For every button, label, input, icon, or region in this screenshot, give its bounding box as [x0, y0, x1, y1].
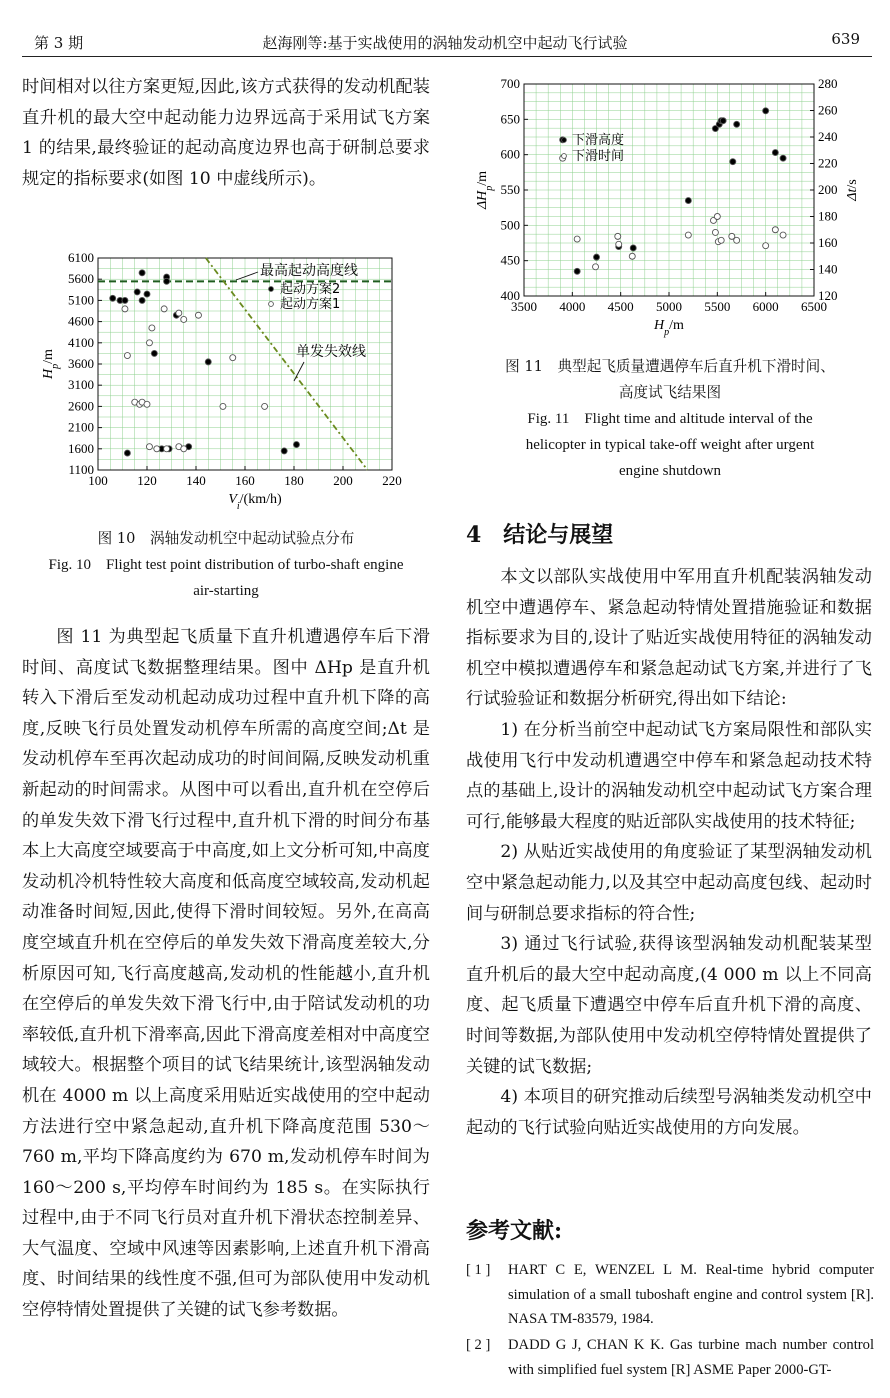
data-point	[772, 227, 778, 233]
data-point	[164, 446, 170, 452]
data-point	[718, 237, 724, 243]
y-tick-label: 4100	[68, 334, 94, 350]
data-point	[780, 232, 786, 238]
annotation-arrow	[294, 362, 304, 381]
data-point	[122, 306, 128, 312]
conclusion-item-1: 1) 在分析当前空中起动试飞方案局限性和部队实战使用飞行中发动机遭遇空中停车和紧急起动技术特点的基础上,设计的涡轴发动机空中起动试飞方案合理可行,能够最大程度的贴近部队实战使用的技术特征;	[466, 719, 872, 832]
x-tick-label: 4000	[559, 299, 586, 314]
data-point	[110, 295, 116, 301]
reference-number: [ 2 ]	[466, 1337, 491, 1353]
left-column-main	[22, 622, 430, 1326]
paragraph-continued: 时间相对以往方案更短,因此,该方式获得的发动机配装直升机的最大空中起动能力边界远高于采用试飞方案 1 的结果,最终验证的起动高度边界也高于研制总要求规定的指标要求(如图 10 中虚线所示)。	[22, 77, 430, 189]
references-heading: 参考文献:	[466, 1218, 563, 1244]
x-tick-label: 5500	[704, 299, 731, 314]
conclusion-item-2: 2) 从贴近实战使用的角度验证了某型涡轴发动机空中紧急起动能力,以及其空中起动高度包线、起动时间与研制总要求指标的符合性;	[466, 842, 872, 924]
legend-marker	[269, 287, 274, 292]
y2-tick-label: 160	[818, 235, 838, 250]
y2-tick-label: 140	[818, 261, 838, 277]
data-point	[195, 312, 201, 318]
data-point	[144, 401, 150, 407]
y-tick-label: 5100	[68, 292, 94, 308]
reference-item	[466, 1333, 874, 1382]
y-tick-label: 700	[500, 76, 520, 91]
running-header	[0, 0, 890, 56]
y-tick-label: 650	[500, 111, 520, 127]
y2-tick-label: 280	[818, 76, 838, 91]
data-point	[574, 268, 580, 274]
y2-tick-label: 180	[818, 208, 838, 224]
y-tick-label: 3100	[68, 377, 94, 393]
header-rule	[22, 56, 872, 57]
figure-10-caption-en: Fig. 10 Flight test point distribution of turbo-shaft engine air-starting	[48, 557, 404, 599]
data-point	[220, 403, 226, 409]
data-point	[293, 442, 299, 448]
right-column-conclusions	[466, 562, 872, 1143]
x-tick-label: 4500	[607, 299, 634, 314]
figure-11-caption	[466, 354, 874, 484]
data-point	[734, 237, 740, 243]
data-point	[176, 310, 182, 316]
conclusion-item-3: 3) 通过飞行试验,获得该型涡轴发动机配装某型直升机后的最大空中起动高度,(4 000 m 以上不同高度、起飞质量下遭遇空中停车后直升机下滑的高度、时间等数据,为部队使用中发动机空停特情处置提供了关键的试飞数据;	[466, 934, 872, 1077]
data-point	[139, 297, 145, 303]
y-tick-label: 3600	[68, 356, 94, 371]
running-title: 赵海刚等:基于实战使用的涡轴发动机空中起动飞行试验	[262, 34, 628, 52]
data-point	[146, 340, 152, 346]
data-point	[780, 155, 786, 161]
y-tick-label: 600	[500, 146, 520, 162]
data-point	[630, 245, 636, 251]
x-tick-label: 120	[137, 473, 157, 488]
x-tick-label: 100	[88, 473, 108, 488]
data-point	[712, 229, 718, 235]
x-tick-label: 160	[235, 473, 255, 488]
y-tick-label: 550	[500, 182, 520, 197]
annotation-arrow	[236, 272, 258, 280]
annotation-label: 单发失效线	[296, 344, 366, 360]
y-axis-label: $\Delta H_p/m$	[475, 170, 495, 210]
data-point	[124, 450, 130, 456]
data-point	[281, 448, 287, 454]
legend-label: 下滑时间	[572, 149, 625, 164]
data-point	[616, 241, 622, 247]
x-tick-label: 6000	[752, 299, 779, 314]
data-point	[146, 444, 152, 450]
x-tick-label: 5000	[656, 299, 682, 314]
data-point	[151, 350, 157, 356]
paragraph-figure-11-discussion: 图 11 为典型起飞质量下直升机遭遇停车后下滑时间、高度试飞数据整理结果。图中 ΔHp 是直升机转入下滑后至发动机起动成功过程中直升机下降的高度,反映飞行员处置发动机停车所需的高度空间;Δt 是发动机停车至再次起动成功的时间间隔,反映发动机重新起动的时间需求。从图中可以看出,直升机在空停后的单发失效下滑飞行过程中,直升机下滑的时间分布基本上大高度空域要高于中高度,如上文分析可知,中高度发动机冷机特性较大高度和低高度空域较高,发动机起动准备时间短,因此,使得下滑时间较短。另外,在高高度空域直升机在空停后的单发失效下滑高度差较大,分析原因可知,飞行高度越高,发动机的性能越小,直升机在空停后的单发失效下滑飞行中,由于陪试发动机的功率较低,直升机下滑率高,因此下滑高度差相对中高度空域较大。根据整个项目的试飞结果统计,该型涡轴发动机在 4000 m 以上高度采用贴近实战使用的空中起动方法进行空中紧急起动,直升机下降高度范围 530～760 m,平均下降高度约为 670 m,发动机停车时间为 160～200 s,平均停车时间约为 185 s。在实际执行过程中,由于不同飞行员对直升机下滑状态控制差异、大气温度、空域中风速等因素影响,上述直升机下滑高度、时间结果的线性度不强,但可为部队使用中发动机空停特情处置提供了关键的试飞参考数据。	[22, 627, 430, 1321]
data-point	[154, 446, 160, 452]
data-point	[164, 278, 170, 284]
x-axis-label: $V_i/(km/h)$	[228, 492, 282, 512]
section-heading-conclusion: 4 结论与展望	[466, 522, 614, 548]
grid	[98, 258, 392, 470]
figure-10-caption	[22, 526, 430, 604]
figure-10-chart	[40, 248, 410, 514]
data-point	[730, 159, 736, 165]
y2-tick-label: 240	[818, 129, 838, 144]
y-tick-label: 4600	[68, 313, 94, 329]
reference-number: [ 1 ]	[466, 1262, 491, 1278]
figure-10-caption-cn: 图 10 涡轴发动机空中起动试验点分布	[97, 530, 355, 547]
data-point	[629, 253, 635, 259]
data-point	[124, 353, 130, 359]
y-tick-label: 450	[500, 252, 520, 268]
y-tick-label: 1100	[68, 462, 94, 477]
data-point	[230, 355, 236, 361]
y-axis-label: $H_p/m$	[41, 349, 61, 379]
data-point	[149, 325, 155, 331]
legend-marker	[269, 302, 274, 307]
y-tick-label: 500	[500, 217, 520, 233]
grid	[524, 84, 814, 296]
y-tick-label: 2100	[68, 419, 94, 435]
legend-label: 起动方案1	[280, 297, 341, 312]
annotation-label: 最高起动高度线	[260, 263, 358, 279]
data-point	[134, 289, 140, 295]
legend-label: 起动方案2	[280, 282, 341, 297]
data-point	[205, 359, 211, 365]
y2-tick-label: 260	[818, 102, 838, 118]
y-tick-label: 400	[500, 288, 520, 303]
y2-tick-label: 220	[818, 155, 838, 171]
data-point	[181, 446, 187, 452]
y-tick-label: 1600	[68, 440, 94, 456]
data-point	[144, 291, 150, 297]
data-point	[734, 121, 740, 127]
data-point	[685, 232, 691, 238]
y2-axis-label: Δt/s	[845, 179, 860, 201]
data-point	[714, 214, 720, 220]
data-point	[720, 118, 726, 124]
reference-text: HART C E, WENZEL L M. Real-time hybrid computer simulation of a small tuboshaft engine and control system [R]. NASA TM-83579, 1984.	[508, 1262, 874, 1327]
conclusion-item-4: 4) 本项目的研究推动后续型号涡轴类发动机空中起动的飞行试验向贴近实战使用的方向发展。	[466, 1087, 872, 1138]
x-tick-label: 3500	[511, 299, 537, 314]
x-tick-label: 6500	[801, 299, 827, 314]
legend-label: 下滑高度	[572, 133, 625, 148]
x-tick-label: 180	[284, 473, 304, 488]
y-tick-label: 5600	[68, 271, 94, 287]
y2-tick-label: 120	[818, 288, 838, 303]
issue-number: 第 3 期	[34, 34, 84, 52]
data-point	[574, 236, 580, 242]
left-column-top	[22, 72, 430, 194]
data-point	[685, 198, 691, 204]
data-point	[161, 306, 167, 312]
legend-marker	[562, 138, 567, 143]
y-tick-label: 6100	[68, 250, 94, 265]
data-point	[763, 108, 769, 114]
x-tick-label: 200	[333, 473, 353, 488]
x-tick-label: 220	[382, 473, 402, 488]
figure-11-caption-cn: 图 11 典型起飞质量遭遇停车后直升机下滑时间、高度试飞结果图	[505, 358, 835, 401]
page-number: 639	[831, 30, 860, 48]
data-point	[139, 270, 145, 276]
data-point	[615, 233, 621, 239]
data-point	[262, 403, 268, 409]
data-point	[122, 297, 128, 303]
data-point	[593, 264, 599, 270]
y2-tick-label: 200	[818, 182, 838, 197]
x-axis-label: $H_p/m$	[654, 318, 684, 338]
conclusion-intro: 本文以部队实战使用中军用直升机配装涡轴发动机空中遭遇停车、紧急起动特情处置措施验证和数据指标要求为目的,设计了贴近实战使用特征的涡轴发动机空中模拟遭遇停车和紧急起动试飞方案,并进行了飞行试验验证和数据分析研究,得出如下结论:	[466, 567, 872, 710]
data-point	[763, 243, 769, 249]
figure-11-caption-en: Fig. 11 Flight time and altitude interval of the helicopter in typical take-off weight after urgent engine shutdown	[525, 411, 815, 479]
reference-item	[466, 1258, 874, 1332]
data-point	[772, 150, 778, 156]
data-point	[181, 316, 187, 322]
data-point	[594, 254, 600, 260]
y-tick-label: 2600	[68, 398, 94, 414]
figure-11-chart	[472, 72, 866, 342]
x-tick-label: 140	[186, 473, 206, 488]
reference-text: DADD G J, CHAN K K. Gas turbine mach number control with simplified fuel system [R] ASME Paper 2000-GT-	[508, 1337, 874, 1378]
legend-marker	[562, 154, 567, 159]
